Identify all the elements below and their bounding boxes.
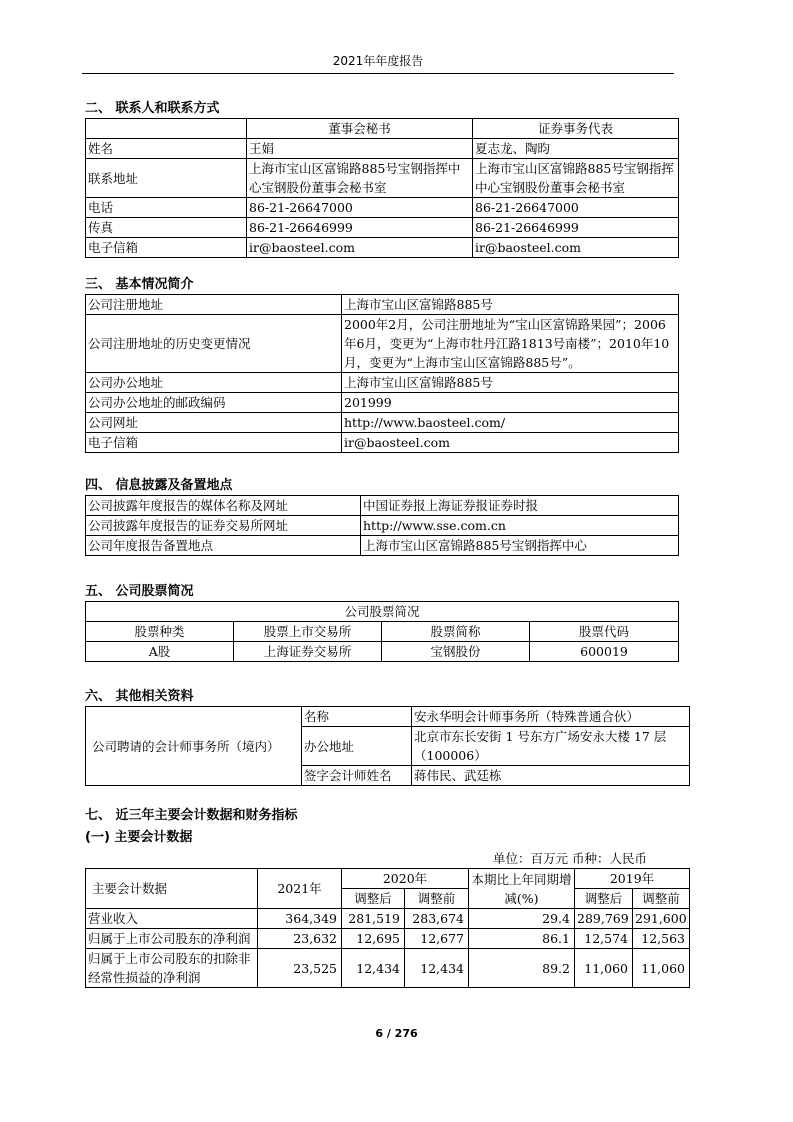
table-row bbox=[86, 238, 679, 258]
table-row bbox=[86, 198, 679, 218]
table-header: 股票上市交易所 bbox=[234, 622, 382, 642]
header-divider bbox=[82, 73, 674, 74]
table-cell: ir@baosteel.com bbox=[473, 238, 679, 258]
table-cell: 电子信箱 bbox=[86, 238, 247, 258]
table-cell: 安永华明会计师事务所（特殊普通合伙） bbox=[412, 707, 690, 727]
stock-table bbox=[85, 601, 679, 662]
table-cell: 公司网址 bbox=[86, 413, 342, 433]
table-cell: 公司办公地址的邮政编码 bbox=[86, 393, 342, 413]
table-cell: 上海市宝山区富锦路885号宝钢指挥中心宝钢股份董事会秘书室 bbox=[473, 159, 679, 198]
section-stock-title: 五、 公司股票简况 bbox=[85, 584, 194, 599]
table-header: 股票代码 bbox=[530, 622, 679, 642]
table-cell: 归属于上市公司股东的扣除非经常性损益的净利润 bbox=[86, 949, 258, 988]
table-cell: 中国证券报上海证券报证券时报 bbox=[361, 496, 679, 516]
table-row bbox=[86, 393, 679, 413]
table-cell: 公司注册地址 bbox=[86, 295, 342, 315]
table-cell: 上海市宝山区富锦路885号宝钢指挥中心 bbox=[361, 536, 679, 556]
table-cell: 联系地址 bbox=[86, 159, 247, 198]
table-cell: 上海市宝山区富锦路885号宝钢指挥中心宝钢股份董事会秘书室 bbox=[247, 159, 473, 198]
table-cell: 北京市东长安街 1 号东方广场安永大楼 17 层（100006） bbox=[412, 727, 690, 766]
table-cell: 上海市宝山区富锦路885号 bbox=[342, 373, 679, 393]
table-cell: 283,674 bbox=[405, 909, 469, 929]
table-header: 董事会秘书 bbox=[247, 119, 473, 139]
section-financial-title: 七、 近三年主要会计数据和财务指标 bbox=[85, 808, 298, 823]
table-cell: 12,434 bbox=[405, 949, 469, 988]
table-cell: 86-21-26646999 bbox=[473, 218, 679, 238]
table-cell: 86-21-26647000 bbox=[473, 198, 679, 218]
table-row bbox=[86, 373, 679, 393]
table-header: 主要会计数据 bbox=[86, 869, 258, 909]
section-basic-title: 三、 基本情况简介 bbox=[85, 277, 194, 292]
table-row bbox=[86, 949, 690, 988]
table-row bbox=[86, 602, 679, 622]
table-cell: 281,519 bbox=[342, 909, 405, 929]
table-row bbox=[86, 622, 679, 642]
report-header: 2021年年度报告 bbox=[332, 54, 424, 68]
table-cell: 23,525 bbox=[258, 949, 342, 988]
section-financial-subtitle: (一) 主要会计数据 bbox=[85, 830, 193, 845]
auditor-label: 公司聘请的会计师事务所（境内） bbox=[86, 707, 302, 786]
contact-table bbox=[85, 118, 679, 258]
table-header: 调整后 bbox=[575, 889, 633, 909]
table-cell: 12,677 bbox=[405, 929, 469, 949]
table-cell: ir@baosteel.com bbox=[342, 433, 679, 453]
section-other-title: 六、 其他相关资料 bbox=[85, 689, 194, 704]
table-cell: 夏志龙、陶昀 bbox=[473, 139, 679, 159]
table-header: 调整后 bbox=[342, 889, 405, 909]
table-cell: 201999 bbox=[342, 393, 679, 413]
table-cell: 签字会计师姓名 bbox=[302, 766, 412, 786]
table-row bbox=[86, 642, 679, 662]
table-cell: 归属于上市公司股东的净利润 bbox=[86, 929, 258, 949]
table-cell: 291,600 bbox=[633, 909, 690, 929]
table-row bbox=[86, 433, 679, 453]
disclosure-table bbox=[85, 495, 679, 556]
table-cell: 600019 bbox=[530, 642, 679, 662]
table-cell: 公司年度报告备置地点 bbox=[86, 536, 361, 556]
table-row bbox=[86, 929, 690, 949]
table-cell: 姓名 bbox=[86, 139, 247, 159]
table-cell: 11,060 bbox=[575, 949, 633, 988]
table-header: 2021年 bbox=[258, 869, 342, 909]
table-row bbox=[86, 295, 679, 315]
table-cell: http://www.baosteel.com/ bbox=[342, 413, 679, 433]
table-cell bbox=[86, 119, 247, 139]
table-cell: 王娟 bbox=[247, 139, 473, 159]
table-row bbox=[86, 159, 679, 198]
table-cell: 办公地址 bbox=[302, 727, 412, 766]
table-header: 2019年 bbox=[575, 869, 690, 889]
financial-table bbox=[85, 868, 690, 988]
table-cell: 86.1 bbox=[469, 929, 575, 949]
table-row bbox=[86, 119, 679, 139]
table-row bbox=[86, 496, 679, 516]
table-header: 调整前 bbox=[633, 889, 690, 909]
unit-note: 单位：百万元 币种：人民币 bbox=[493, 851, 647, 866]
table-cell: 364,349 bbox=[258, 909, 342, 929]
table-cell: 电子信箱 bbox=[86, 433, 342, 453]
table-cell: 2000年2月，公司注册地址为“宝山区富锦路果园”；2006年6月，变更为“上海市牡丹江路1813号南楼”；2010年10月，变更为“上海市宝山区富锦路885号”。 bbox=[342, 315, 679, 373]
table-row bbox=[86, 218, 679, 238]
table-cell: 11,060 bbox=[633, 949, 690, 988]
table-header: 证券事务代表 bbox=[473, 119, 679, 139]
table-row bbox=[86, 869, 690, 889]
table-cell: 12,563 bbox=[633, 929, 690, 949]
table-cell: 23,632 bbox=[258, 929, 342, 949]
table-row bbox=[86, 315, 679, 373]
table-row bbox=[86, 909, 690, 929]
table-cell: 蒋伟民、武廷栋 bbox=[412, 766, 690, 786]
table-header: 2020年 bbox=[342, 869, 469, 889]
table-cell: 289,769 bbox=[575, 909, 633, 929]
basic-info-table bbox=[85, 294, 679, 453]
table-header: 股票简称 bbox=[382, 622, 530, 642]
table-row bbox=[86, 139, 679, 159]
auditor-table bbox=[85, 706, 690, 786]
table-cell: 公司披露年度报告的证券交易所网址 bbox=[86, 516, 361, 536]
table-cell: 12,695 bbox=[342, 929, 405, 949]
table-cell: 公司披露年度报告的媒体名称及网址 bbox=[86, 496, 361, 516]
table-cell: A股 bbox=[86, 642, 234, 662]
table-cell: 86-21-26647000 bbox=[247, 198, 473, 218]
table-cell: 电话 bbox=[86, 198, 247, 218]
table-cell: 12,574 bbox=[575, 929, 633, 949]
table-cell: 传真 bbox=[86, 218, 247, 238]
table-row bbox=[86, 536, 679, 556]
table-row bbox=[86, 413, 679, 433]
table-cell: 营业收入 bbox=[86, 909, 258, 929]
page-number: 6 / 276 bbox=[375, 1027, 418, 1040]
table-cell: 上海证券交易所 bbox=[234, 642, 382, 662]
table-cell: 86-21-26646999 bbox=[247, 218, 473, 238]
table-header: 股票种类 bbox=[86, 622, 234, 642]
table-header: 本期比上年同期增减(%) bbox=[469, 869, 575, 909]
table-cell: 公司办公地址 bbox=[86, 373, 342, 393]
table-cell: 名称 bbox=[302, 707, 412, 727]
table-cell: http://www.sse.com.cn bbox=[361, 516, 679, 536]
table-row bbox=[86, 516, 679, 536]
table-cell: 上海市宝山区富锦路885号 bbox=[342, 295, 679, 315]
table-cell: 12,434 bbox=[342, 949, 405, 988]
table-title: 公司股票简况 bbox=[86, 602, 679, 622]
table-header: 调整前 bbox=[405, 889, 469, 909]
section-contact-title: 二、 联系人和联系方式 bbox=[85, 101, 220, 116]
table-cell: 宝钢股份 bbox=[382, 642, 530, 662]
section-disclosure-title: 四、 信息披露及备置地点 bbox=[85, 478, 233, 493]
table-cell: ir@baosteel.com bbox=[247, 238, 473, 258]
table-row bbox=[86, 707, 690, 727]
table-cell: 29.4 bbox=[469, 909, 575, 929]
table-cell: 89.2 bbox=[469, 949, 575, 988]
table-cell: 公司注册地址的历史变更情况 bbox=[86, 315, 342, 373]
